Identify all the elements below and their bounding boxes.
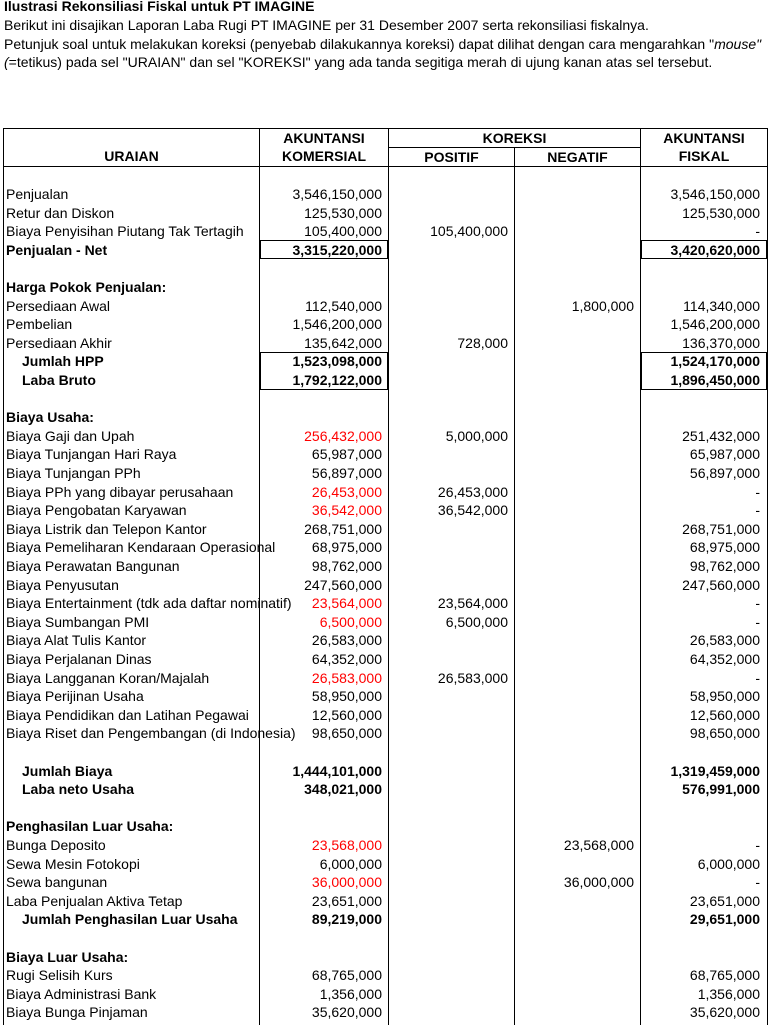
table-row [4,631,767,650]
cell-positif[interactable] [392,1003,508,1022]
table-row [4,464,767,483]
table-row [4,594,767,613]
cell-positif[interactable]: 6,500,000 [445,613,508,630]
cell-negatif[interactable] [518,669,634,688]
header-komersial-1: AKUNTANSI [283,130,365,146]
cell-fiskal[interactable]: 268,751,000 [682,520,760,537]
row-label[interactable]: Biaya Riset dan Pengembangan (di Indonesia) [6,725,296,742]
cell-negatif[interactable] [518,687,634,706]
row-label[interactable]: Persediaan Awal [6,297,111,314]
row-label[interactable]: Biaya Penyusutan [6,576,119,593]
cell-komersial[interactable] [265,743,382,762]
cell-komersial[interactable]: 1,444,101,000 [292,762,382,779]
table-row [4,315,767,334]
table-row [4,929,767,948]
cell-negatif[interactable] [518,445,634,464]
cell-negatif[interactable] [518,520,634,539]
table-row [4,910,767,929]
row-label[interactable]: Sewa Mesin Fotokopi [6,855,140,872]
header-negatif: NEGATIF [547,149,608,165]
table-row [4,278,767,297]
table-row [4,799,767,818]
row-label[interactable]: Rugi Selisih Kurs [6,967,113,984]
row-label[interactable]: Laba Penjualan Aktiva Tetap [6,892,183,909]
cell-fiskal[interactable]: 1,319,459,000 [670,762,760,779]
table-row [4,483,767,502]
table-row [4,892,767,911]
header-komersial-2: KOMERSIAL [282,148,366,164]
cell-fiskal[interactable]: 56,897,000 [689,465,760,481]
cell-fiskal[interactable] [644,817,760,836]
cell-fiskal[interactable]: 6,000,000 [697,855,760,872]
cell-negatif[interactable] [518,948,634,967]
row-label[interactable]: Jumlah Biaya [22,762,113,779]
table-row [4,855,767,874]
cell-komersial[interactable]: 3,315,220,000 [292,241,382,258]
table-row [4,762,767,781]
table-row [4,650,767,669]
table-row [4,445,767,464]
cell-fiskal[interactable] [644,929,760,948]
cell-fiskal[interactable] [644,948,760,967]
row-label[interactable]: Penghasilan Luar Usaha: [6,818,174,835]
cell-positif[interactable] [392,687,508,706]
cell-negatif[interactable] [518,650,634,669]
instruction-part-b: =tetikus) pada sel "URAIAN" dan sel "KOREKSI" yang ada tanda segitiga merah di ujung kanan atas sel tersebut. [8,54,713,71]
cell-komersial[interactable]: 68,975,000 [311,539,382,556]
table-row [4,408,767,427]
cell-komersial[interactable]: 23,568,000 [311,837,382,853]
cell-negatif[interactable] [518,241,634,260]
row-label[interactable]: Biaya Alat Tulis Kantor [6,632,147,649]
cell-komersial[interactable]: 26,583,000 [311,632,382,649]
table-row [4,352,767,371]
header-positif: POSITIF [424,149,479,165]
cell-fiskal[interactable] [644,408,760,427]
cell-fiskal[interactable]: 114,340,000 [683,297,760,314]
cell-negatif[interactable] [518,390,634,409]
row-label[interactable]: Biaya Perjalanan Dinas [6,651,152,667]
row-label[interactable]: Biaya Bunga Pinjaman [6,1004,148,1021]
cell-komersial[interactable]: 1,546,200,000 [292,316,382,333]
cell-komersial[interactable]: 23,651,000 [311,892,382,909]
cell-negatif[interactable] [518,1003,634,1022]
row-label[interactable]: Biaya Perijinan Usaha [6,688,144,705]
cell-positif[interactable]: 36,542,000 [437,502,508,519]
cell-positif[interactable] [392,352,508,371]
cell-negatif[interactable] [518,222,634,241]
cell-komersial[interactable]: 125,530,000 [304,204,382,221]
cell-fiskal[interactable]: 29,651,000 [689,911,760,928]
cell-fiskal[interactable]: 23,651,000 [689,892,760,909]
row-label[interactable]: Laba neto Usaha [22,781,135,798]
cell-fiskal[interactable]: - [755,613,760,630]
cell-fiskal[interactable]: 3,420,620,000 [670,241,760,258]
cell-positif[interactable] [392,371,508,390]
cell-negatif[interactable] [518,557,634,576]
table-row [4,817,767,836]
cell-fiskal[interactable] [644,259,760,278]
row-label[interactable]: Penjualan - Net [6,241,108,258]
table-row [4,241,767,260]
row-label[interactable]: Biaya Tunjangan PPh [6,465,141,481]
cell-positif[interactable] [392,576,508,595]
row-label[interactable]: Pembelian [6,316,73,333]
cell-fiskal[interactable]: 98,762,000 [689,558,760,574]
table-row [4,259,767,278]
header-uraian: URAIAN [104,148,159,164]
cell-fiskal[interactable]: 1,524,170,000 [670,353,760,370]
cell-negatif[interactable] [518,743,634,762]
cell-positif[interactable] [392,855,508,874]
cell-fiskal[interactable]: - [755,483,760,500]
cell-positif[interactable] [392,817,508,836]
row-label[interactable]: Biaya Pengobatan Karyawan [6,502,187,519]
row-label[interactable] [6,929,262,948]
intro-instruction [4,35,764,72]
cell-negatif[interactable] [518,780,634,799]
cell-negatif[interactable] [518,464,634,483]
cell-positif[interactable]: 26,583,000 [437,669,508,686]
row-label[interactable]: Biaya Pemeliharan Kendaraan Operasional [6,539,276,556]
cell-fiskal[interactable]: - [755,874,760,891]
cell-fiskal[interactable]: 12,560,000 [689,706,760,723]
cell-komersial[interactable]: 12,560,000 [311,706,382,723]
cell-positif[interactable] [392,204,508,223]
cell-positif[interactable] [392,241,508,260]
cell-positif[interactable] [392,966,508,985]
cell-fiskal[interactable]: - [755,595,760,612]
row-label[interactable]: Harga Pokok Penjualan: [6,279,167,295]
cell-positif[interactable] [392,445,508,464]
cell-komersial[interactable]: 58,950,000 [311,688,382,705]
table-row [4,724,767,743]
row-label[interactable] [6,390,262,409]
cell-fiskal[interactable]: 65,987,000 [689,446,760,463]
table-row [4,185,767,204]
cell-fiskal[interactable]: - [755,837,760,853]
row-label[interactable]: Biaya Luar Usaha: [6,948,129,965]
cell-positif[interactable] [392,724,508,743]
row-label[interactable]: Biaya Langganan Koran/Majalah [6,669,210,686]
row-label[interactable]: Jumlah Penghasilan Luar Usaha [22,911,238,928]
cell-fiskal[interactable]: 64,352,000 [689,651,760,667]
cell-fiskal[interactable]: 68,765,000 [689,967,760,984]
cell-positif[interactable] [392,762,508,781]
cell-positif[interactable] [392,873,508,892]
cell-komersial[interactable]: 112,540,000 [305,297,382,314]
cell-fiskal[interactable]: 98,650,000 [689,725,760,742]
cell-positif[interactable]: 105,400,000 [430,223,508,240]
cell-komersial[interactable]: 36,000,000 [311,874,382,891]
cell-komersial[interactable]: 26,583,000 [311,669,382,686]
cell-negatif[interactable] [518,408,634,427]
cell-komersial[interactable]: 98,650,000 [311,725,382,742]
cell-positif[interactable] [392,743,508,762]
cell-komersial[interactable]: 35,620,000 [311,1004,382,1021]
cell-negatif[interactable] [518,315,634,334]
row-label[interactable]: Penjualan [6,186,69,202]
cell-fiskal[interactable] [644,743,760,762]
cell-komersial[interactable]: 105,400,000 [304,223,382,240]
cell-komersial[interactable]: 6,000,000 [319,855,382,872]
cell-komersial[interactable]: 98,762,000 [311,558,382,574]
cell-negatif[interactable]: 1,800,000 [571,297,634,314]
cell-negatif[interactable] [518,204,634,223]
cell-komersial[interactable]: 64,352,000 [311,651,382,667]
instruction-mouse: mouse" ( [4,35,762,71]
cell-positif[interactable] [392,408,508,427]
cell-fiskal[interactable]: 35,620,000 [689,1004,760,1021]
cell-komersial[interactable]: 1,356,000 [319,985,382,1002]
cell-negatif[interactable] [518,966,634,985]
cell-komersial[interactable]: 6,500,000 [319,613,382,630]
table-row [4,501,767,520]
cell-negatif[interactable] [518,278,634,297]
cell-komersial[interactable]: 1,523,098,000 [292,353,382,370]
row-label[interactable]: Bunga Deposito [6,837,106,853]
table-row [4,222,767,241]
cell-komersial[interactable] [265,390,382,409]
table-row [4,706,767,725]
cell-komersial[interactable] [265,929,382,948]
cell-positif[interactable] [392,650,508,669]
cell-fiskal[interactable]: 68,975,000 [689,539,760,556]
row-label[interactable] [6,743,262,762]
row-label[interactable]: Persediaan Akhir [6,334,112,351]
cell-komersial[interactable] [265,948,382,967]
cell-komersial[interactable]: 268,751,000 [304,520,382,537]
cell-komersial[interactable]: 68,765,000 [311,967,382,984]
row-label[interactable]: Biaya Pendidikan dan Latihan Pegawai [6,706,249,723]
cell-komersial[interactable]: 36,542,000 [311,502,382,519]
cell-negatif[interactable] [518,185,634,204]
cell-komersial[interactable]: 23,564,000 [311,595,382,612]
row-label[interactable]: Biaya Gaji dan Upah [6,427,135,444]
cell-negatif[interactable] [518,631,634,650]
table-row [4,669,767,688]
cell-negatif[interactable] [518,799,634,818]
cell-fiskal[interactable] [644,390,760,409]
header-koreksi: KOREKSI [482,130,547,146]
intro-line-1: Berikut ini disajikan Laporan Laba Rugi PT IMAGINE per 31 Desember 2007 serta rekonsiliasi fiskalnya. [4,17,649,33]
cell-positif[interactable] [392,185,508,204]
table-row [4,557,767,576]
cell-fiskal[interactable]: 1,356,000 [697,985,760,1002]
cell-komersial[interactable] [265,278,382,297]
cell-fiskal[interactable]: - [755,669,760,686]
table-row [4,873,767,892]
row-label[interactable]: Laba Bruto [22,372,96,388]
cell-komersial[interactable] [265,799,382,818]
cell-negatif[interactable] [518,483,634,502]
cell-negatif[interactable] [518,706,634,725]
cell-fiskal[interactable]: 1,896,450,000 [670,372,760,388]
cell-fiskal[interactable]: 247,560,000 [682,576,760,593]
cell-fiskal[interactable]: 125,530,000 [682,204,760,221]
table-row [4,297,767,316]
cell-positif[interactable] [392,631,508,650]
row-label[interactable]: Biaya Usaha: [6,409,94,426]
table-row [4,390,767,409]
table-row [4,427,767,446]
row-label[interactable]: Biaya Tunjangan Hari Raya [6,446,177,463]
cell-positif[interactable] [392,297,508,316]
table-row [4,1003,767,1022]
table-row [4,966,767,985]
cell-positif[interactable] [392,948,508,967]
row-label[interactable]: Retur dan Diskon [6,204,115,221]
intro-text [4,0,764,72]
cell-positif[interactable] [392,259,508,278]
cell-fiskal[interactable] [644,278,760,297]
cell-negatif[interactable] [518,929,634,948]
row-label[interactable]: Biaya Entertainment (tdk ada daftar nominatif) [6,595,292,612]
cell-fiskal[interactable]: 26,583,000 [689,632,760,649]
cell-komersial[interactable]: 247,560,000 [304,576,382,593]
row-label[interactable]: Biaya PPh yang dibayar perusahaan [6,483,234,500]
cell-positif[interactable]: 26,453,000 [437,483,508,500]
table-row [4,948,767,967]
row-label[interactable]: Jumlah HPP [22,353,104,370]
cell-negatif[interactable] [518,371,634,390]
cell-komersial[interactable]: 135,642,000 [304,334,382,351]
cell-fiskal[interactable]: 136,370,000 [682,334,760,351]
table-row [4,613,767,632]
row-label[interactable]: Sewa bangunan [6,874,108,891]
cell-negatif[interactable] [518,334,634,353]
cell-fiskal[interactable]: 1,546,200,000 [670,316,760,333]
cell-negatif[interactable] [518,352,634,371]
row-label[interactable]: Biaya Sumbangan PMI [6,613,150,630]
header-bottom-border [4,166,767,167]
cell-positif[interactable] [392,538,508,557]
table-row [4,371,767,390]
cell-negatif[interactable]: 23,568,000 [563,837,634,853]
cell-negatif[interactable] [518,538,634,557]
cell-positif[interactable] [392,706,508,725]
cell-komersial[interactable]: 3,546,150,000 [292,186,382,202]
cell-fiskal[interactable]: 3,546,150,000 [670,186,760,202]
cell-komersial[interactable]: 89,219,000 [311,911,382,928]
cell-fiskal[interactable]: 576,991,000 [682,781,760,798]
cell-fiskal[interactable] [644,799,760,818]
cell-komersial[interactable]: 348,021,000 [304,781,382,798]
row-label[interactable] [6,799,262,818]
cell-fiskal[interactable]: 251,432,000 [682,427,760,444]
cell-negatif[interactable] [518,985,634,1004]
cell-negatif[interactable] [518,576,634,595]
cell-komersial[interactable]: 26,453,000 [311,483,382,500]
cell-positif[interactable] [392,390,508,409]
cell-positif[interactable] [392,315,508,334]
table-row [4,743,767,762]
cell-negatif[interactable] [518,501,634,520]
table-row [4,520,767,539]
cell-positif[interactable] [392,780,508,799]
cell-negatif[interactable] [518,613,634,632]
cell-positif[interactable] [392,836,508,855]
row-label[interactable]: Biaya Penyisihan Piutang Tak Tertagih [6,223,244,240]
cell-negatif[interactable] [518,892,634,911]
cell-positif[interactable] [392,799,508,818]
cell-positif[interactable] [392,557,508,576]
table-row [4,687,767,706]
cell-negatif[interactable] [518,594,634,613]
cell-negatif[interactable] [518,762,634,781]
cell-komersial[interactable]: 1,792,122,000 [292,372,382,388]
cell-positif[interactable] [392,520,508,539]
table-row [4,576,767,595]
cell-positif[interactable] [392,278,508,297]
cell-negatif[interactable] [518,427,634,446]
cell-negatif[interactable] [518,817,634,836]
cell-komersial[interactable]: 56,897,000 [311,465,382,481]
table-row [4,204,767,223]
cell-komersial[interactable] [265,408,382,427]
table-row [4,538,767,557]
cell-positif[interactable]: 728,000 [457,334,508,351]
instruction-part-a: Petunjuk soal untuk melakukan koreksi (penyebab dilakukannya koreksi) dapat dilihat dengan cara mengarahkan " [4,35,715,52]
header-fiskal-2: FISKAL [678,148,730,164]
cell-komersial[interactable] [265,817,382,836]
table-row [4,780,767,799]
document-title: Ilustrasi Rekonsiliasi Fiskal untuk PT IMAGINE [4,0,315,14]
cell-komersial[interactable]: 65,987,000 [311,446,382,463]
cell-fiskal[interactable]: 58,950,000 [689,688,760,705]
row-label[interactable]: Biaya Perawatan Bangunan [6,558,180,574]
cell-positif[interactable] [392,464,508,483]
table-row [4,334,767,353]
cell-positif[interactable] [392,929,508,948]
cell-positif[interactable] [392,892,508,911]
row-label[interactable] [6,259,262,278]
cell-fiskal[interactable]: - [755,502,760,519]
cell-negatif[interactable] [518,724,634,743]
row-label[interactable]: Biaya Administrasi Bank [6,985,157,1002]
header-fiskal-1: AKUNTANSI [663,130,745,146]
cell-positif[interactable] [392,985,508,1004]
cell-negatif[interactable] [518,855,634,874]
cell-positif[interactable]: 23,564,000 [437,595,508,612]
row-label[interactable]: Biaya Listrik dan Telepon Kantor [6,520,207,537]
cell-positif[interactable]: 5,000,000 [445,427,508,444]
cell-fiskal[interactable]: - [755,223,760,240]
cell-komersial[interactable]: 256,432,000 [304,427,382,444]
cell-negatif[interactable]: 36,000,000 [563,874,634,891]
table-row [4,985,767,1004]
cell-negatif[interactable] [518,259,634,278]
cell-positif[interactable] [392,910,508,929]
cell-komersial[interactable] [265,259,382,278]
cell-negatif[interactable] [518,910,634,929]
table-row [4,836,767,855]
reconciliation-table [3,128,768,1025]
